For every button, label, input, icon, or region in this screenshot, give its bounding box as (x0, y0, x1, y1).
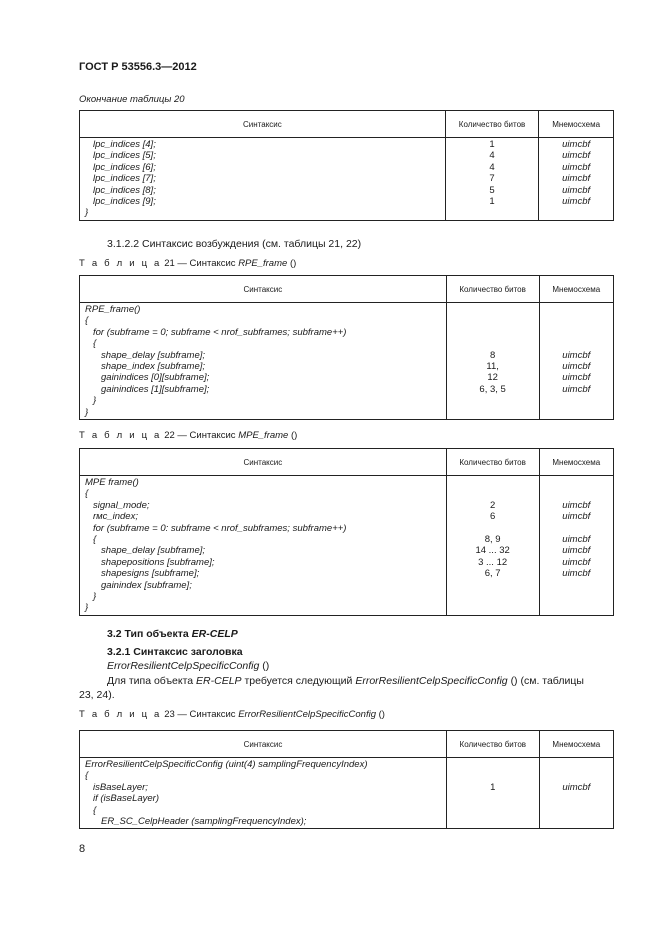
para-text: Для типа объекта (107, 675, 194, 687)
col-header-syntax: Синтаксис (80, 276, 447, 303)
bits-value (447, 770, 539, 781)
table21-caption (79, 258, 296, 269)
syntax-line: { (85, 488, 89, 500)
caption-suffix: () (289, 258, 297, 269)
bits-value: 1 (490, 781, 496, 793)
syntax-line: lpc_indices [6]; (93, 161, 156, 173)
bits-cell (446, 476, 539, 616)
bits-value (447, 315, 539, 326)
bits-value (447, 602, 539, 613)
syntax-line: RPE_frame() (85, 304, 141, 315)
bits-value (447, 407, 539, 418)
bits-value (447, 304, 539, 315)
mnemonic-value: uimcbf (562, 533, 591, 545)
syntax-line: { (85, 315, 89, 327)
table-20 (79, 110, 614, 221)
mnemonic-value (540, 602, 613, 613)
syntax-line: ErrorResilientCelpSpecificConfig (uint(4) samplingFrequencyIndex) (85, 759, 368, 770)
col-header-mnemonic: Мнемосхема (539, 731, 613, 758)
table22-caption (79, 430, 297, 441)
col-header-bits: Количество битов (446, 449, 539, 476)
mnemonic-value: uimcbf (562, 184, 591, 196)
syntax-line: { (93, 804, 97, 816)
syntax-line: } (93, 590, 97, 602)
mnemonic-cell (539, 476, 613, 616)
bits-value (447, 591, 539, 602)
syntax-cell (80, 303, 447, 420)
syntax-line: lpc_indices [7]; (93, 173, 156, 185)
bits-value: 3 ... 12 (478, 556, 508, 568)
syntax-line: lpc_indices [9]; (93, 195, 156, 207)
para-text: () (см. таблицы (510, 675, 584, 687)
mnemonic-value (540, 477, 613, 488)
syntax-line: ER_SC_CelpHeader (samplingFrequencyIndex); (101, 815, 307, 827)
bits-value (447, 395, 539, 406)
bits-value (447, 523, 539, 534)
caption-prefix: Т а б л и ц а (79, 430, 162, 441)
mnemonic-value (540, 591, 613, 602)
syntax-line: lpc_indices [4]; (93, 139, 156, 150)
syntax-line: } (85, 207, 89, 219)
bits-value: 6, 3, 5 (479, 383, 506, 395)
bits-value: 14 ... 32 (475, 545, 510, 557)
mnemonic-value (540, 523, 613, 534)
caption-name: ErrorResilientCelpSpecificConfig (238, 709, 376, 720)
syntax-line: shape_index [subframe]; (101, 360, 206, 372)
col-header-syntax: Синтаксис (80, 111, 446, 138)
bits-value: 7 (489, 173, 495, 185)
bits-value (447, 338, 539, 349)
syntax-line: shape_delay [subframe]; (101, 349, 206, 361)
bits-value (447, 327, 539, 338)
config-name-line (107, 660, 269, 672)
mnemonic-value: uimcbf (562, 383, 591, 395)
mnemonic-value (540, 304, 613, 315)
mnemonic-value: uimcbf (562, 195, 591, 207)
paragraph-line-1 (107, 675, 584, 687)
section-3-2-heading (107, 628, 238, 640)
caption-name: MPE_frame (238, 430, 289, 441)
syntax-line: shape_delay [subframe]; (101, 545, 206, 557)
bits-value: 4 (489, 150, 495, 162)
mnemonic-value: uimcbf (562, 556, 591, 568)
syntax-cell (80, 758, 447, 829)
mnemonic-value: uimcbf (562, 781, 591, 793)
para-config-name: ErrorResilientCelpSpecificConfig (355, 675, 508, 687)
para-object-name: ER-CELP (196, 675, 242, 687)
caption-prefix: Т а б л и ц а (79, 258, 162, 269)
bits-value: 6 (489, 511, 496, 523)
bits-value (447, 805, 539, 816)
bits-value (447, 759, 539, 770)
table20-caption: Окончание таблицы 20 (79, 94, 185, 105)
mnemonic-value: uimcbf (562, 360, 591, 372)
syntax-line: lpc_indices [8]; (93, 184, 156, 196)
mnemonic-value (540, 315, 613, 326)
col-header-mnemonic: Мнемосхема (539, 111, 614, 138)
section-3-2-1-heading: 3.2.1 Синтаксис заголовка (107, 646, 243, 658)
mnemonic-cell (539, 138, 614, 221)
col-header-mnemonic: Мнемосхема (539, 276, 613, 303)
caption-name: RPE_frame (238, 258, 288, 269)
mnemonic-value (540, 770, 613, 781)
bits-value: 1 (489, 195, 495, 207)
bits-value: 11, (486, 360, 499, 372)
syntax-line: gainindices [1][subframe]; (101, 383, 210, 395)
bits-cell (446, 303, 539, 420)
section-3-1-2-2-heading: 3.1.2.2 Синтаксис возбуждения (см. таблицы 21, 22) (107, 238, 362, 250)
config-name: ErrorResilientCelpSpecificConfig (107, 660, 260, 672)
bits-value (447, 488, 539, 499)
mnemonic-value (540, 816, 613, 827)
mnemonic-value: uimcbf (562, 161, 591, 173)
col-header-syntax: Синтаксис (80, 449, 447, 476)
bits-value (447, 816, 539, 827)
syntax-line: rмс_index; (93, 511, 138, 523)
table-21 (79, 275, 614, 420)
syntax-line: { (93, 338, 97, 350)
mnemonic-value: uimcbf (562, 349, 591, 361)
syntax-line: } (85, 602, 89, 614)
syntax-line: gainindices [0][subframe]; (101, 372, 210, 384)
syntax-line: } (93, 395, 97, 407)
syntax-line: shapepositions [subframe]; (101, 556, 215, 568)
bits-value (446, 207, 538, 218)
bits-value: 1 (489, 139, 495, 150)
mnemonic-value (540, 805, 613, 816)
bits-value (447, 477, 539, 488)
mnemonic-value: uimcbf (562, 499, 591, 511)
bits-value: 2 (489, 499, 496, 511)
mnemonic-value (539, 207, 613, 218)
caption-number: 23 — Синтаксис (164, 709, 236, 720)
col-header-bits: Количество битов (445, 111, 538, 138)
mnemonic-value (540, 488, 613, 499)
mnemonic-value (540, 580, 613, 591)
bits-cell (445, 138, 538, 221)
syntax-line: for (subframe = 0; subframe < nrof_subframes; subframe++) (93, 326, 347, 338)
bits-cell (446, 758, 539, 829)
section-object-name: ER-CELP (191, 628, 238, 640)
paragraph-line-2: 23, 24). (79, 689, 115, 701)
syntax-line: isBaseLayer; (93, 781, 148, 793)
col-header-bits: Количество битов (446, 731, 539, 758)
syntax-line: { (85, 770, 89, 782)
mnemonic-value (540, 338, 613, 349)
mnemonic-value (540, 793, 613, 804)
syntax-line: { (93, 533, 97, 545)
table23-caption (79, 709, 385, 720)
table-23 (79, 730, 614, 829)
syntax-line: if (isBaseLayer) (93, 793, 159, 805)
bits-value: 4 (489, 161, 495, 173)
mnemonic-value (540, 407, 613, 418)
bits-value (447, 580, 539, 591)
section-number: 3.2 Тип объекта (107, 628, 189, 640)
syntax-line: shapesigns [subframe]; (101, 568, 200, 580)
config-parens: () (262, 660, 270, 672)
page-number: 8 (79, 843, 86, 855)
bits-value: 5 (489, 184, 495, 196)
mnemonic-value: uimcbf (562, 150, 591, 162)
mnemonic-value: uimcbf (562, 568, 591, 580)
mnemonic-value (540, 759, 613, 770)
caption-number: 22 — Синтаксис (164, 430, 236, 441)
mnemonic-value: uimcbf (562, 372, 591, 384)
syntax-line: } (85, 406, 89, 418)
mnemonic-value (540, 395, 613, 406)
syntax-line: gainindex [subframe]; (101, 579, 192, 591)
document-header: ГОСТ Р 53556.3—2012 (79, 61, 197, 73)
mnemonic-cell (539, 758, 613, 829)
mnemonic-cell (539, 303, 613, 420)
caption-suffix: () (378, 709, 385, 720)
mnemonic-value: uimcbf (562, 545, 591, 557)
para-text: требуется следующий (244, 675, 353, 687)
caption-prefix: Т а б л и ц а (79, 709, 162, 720)
mnemonic-value: uimcbf (562, 511, 591, 523)
bits-value: 12 (487, 372, 498, 384)
syntax-cell (80, 138, 446, 221)
mnemonic-value (540, 327, 613, 338)
bits-value: 8, 9 (484, 533, 501, 545)
mnemonic-value: uimcbf (562, 173, 591, 185)
caption-suffix: () (290, 430, 298, 441)
syntax-line: lpc_indices [5]; (93, 150, 156, 162)
col-header-bits: Количество битов (446, 276, 539, 303)
bits-value (447, 793, 539, 804)
syntax-line: for (subframe = 0: subframe < nrof_subframes; subframe++) (93, 522, 347, 534)
table-22 (79, 448, 614, 616)
bits-value: 8 (489, 349, 496, 361)
caption-number: 21 — Синтаксис (164, 258, 236, 269)
syntax-line: MPE frame() (85, 477, 139, 488)
mnemonic-value: uimcbf (562, 139, 591, 150)
syntax-line: signal_mode; (93, 499, 150, 511)
bits-value: 6, 7 (484, 568, 501, 580)
col-header-mnemonic: Мнемосхема (539, 449, 613, 476)
syntax-cell (80, 476, 447, 616)
col-header-syntax: Синтаксис (80, 731, 447, 758)
